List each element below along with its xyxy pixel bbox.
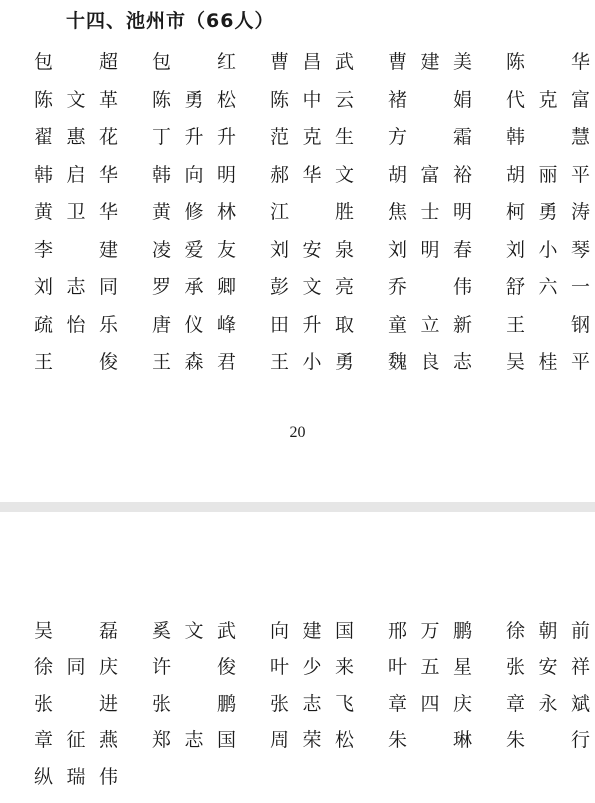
name-entry: 张 安 祥 — [506, 656, 590, 679]
name-entry: 陈 华 — [506, 51, 590, 74]
name-entry: 许 俊 — [152, 656, 236, 679]
name-entry: 周 荣 松 — [270, 729, 354, 752]
name-entry: 张 志 飞 — [270, 692, 354, 715]
name-entry: 吴 磊 — [34, 619, 118, 642]
name-entry: 叶 少 来 — [270, 656, 354, 679]
name-entry: 王 小 勇 — [270, 351, 354, 374]
name-entry: 方 霜 — [388, 126, 472, 149]
name-entry: 朱 行 — [506, 729, 590, 752]
name-entry: 褚 娟 — [388, 88, 472, 111]
name-entry: 纵 瑞 伟 — [34, 765, 118, 788]
name-entry: 胡 富 裕 — [388, 163, 472, 186]
name-entry: 丁 升 升 — [152, 126, 236, 149]
name-entry: 刘 安 泉 — [270, 238, 354, 261]
name-entry: 张 鹏 — [152, 692, 236, 715]
name-entry: 徐 同 庆 — [34, 656, 118, 679]
name-entry: 韩 向 明 — [152, 163, 236, 186]
name-entry: 徐 朝 前 — [506, 619, 590, 642]
name-entry: 童 立 新 — [388, 313, 472, 336]
name-entry: 范 克 生 — [270, 126, 354, 149]
name-entry: 黄 卫 华 — [34, 201, 118, 224]
name-entry: 邢 万 鹏 — [388, 619, 472, 642]
name-list-top — [34, 44, 595, 382]
name-entry: 陈 勇 松 — [152, 88, 236, 111]
name-entry: 吴 桂 平 — [506, 351, 590, 374]
name-entry: 朱 琳 — [388, 729, 472, 752]
name-entry: 王 钢 — [506, 313, 590, 336]
name-entry: 田 升 取 — [270, 313, 354, 336]
name-entry: 曹 建 美 — [388, 51, 472, 74]
name-entry: 曹 昌 武 — [270, 51, 354, 74]
name-entry: 陈 中 云 — [270, 88, 354, 111]
name-entry: 叶 五 星 — [388, 656, 472, 679]
name-entry: 向 建 国 — [270, 619, 354, 642]
name-entry: 柯 勇 涛 — [506, 201, 590, 224]
name-entry: 彭 文 亮 — [270, 276, 354, 299]
name-entry: 韩 慧 — [506, 126, 590, 149]
name-list-bottom — [34, 613, 595, 796]
name-entry: 章 永 斌 — [506, 692, 590, 715]
page-number: 20 — [289, 424, 306, 441]
name-entry: 陈 文 革 — [34, 88, 118, 111]
name-entry: 奚 文 武 — [152, 619, 236, 642]
name-entry: 舒 六 一 — [506, 276, 590, 299]
name-entry: 郑 志 国 — [152, 729, 236, 752]
name-entry: 刘 小 琴 — [506, 238, 590, 261]
name-entry: 刘 明 春 — [388, 238, 472, 261]
name-entry: 刘 志 同 — [34, 276, 118, 299]
name-entry: 魏 良 志 — [388, 351, 472, 374]
name-entry: 焦 士 明 — [388, 201, 472, 224]
page-divider — [0, 502, 595, 512]
name-entry: 章 征 燕 — [34, 729, 118, 752]
name-entry: 罗 承 卿 — [152, 276, 236, 299]
name-entry: 章 四 庆 — [388, 692, 472, 715]
name-entry: 乔 伟 — [388, 276, 472, 299]
name-entry: 胡 丽 平 — [506, 163, 590, 186]
name-entry: 凌 爱 友 — [152, 238, 236, 261]
name-entry: 疏 怡 乐 — [34, 313, 118, 336]
name-entry: 郝 华 文 — [270, 163, 354, 186]
name-entry: 唐 仪 峰 — [152, 313, 236, 336]
name-entry: 代 克 富 — [506, 88, 590, 111]
name-entry: 包 红 — [152, 51, 236, 74]
name-entry: 王 森 君 — [152, 351, 236, 374]
name-entry: 王 俊 — [34, 351, 118, 374]
name-entry: 韩 启 华 — [34, 163, 118, 186]
name-entry: 翟 惠 花 — [34, 126, 118, 149]
section-title: 十四、池州市（66人） — [66, 10, 275, 32]
name-entry: 黄 修 林 — [152, 201, 236, 224]
name-entry: 李 建 — [34, 238, 118, 261]
name-entry: 张 进 — [34, 692, 118, 715]
name-entry: 江 胜 — [270, 201, 354, 224]
name-entry: 包 超 — [34, 51, 118, 74]
